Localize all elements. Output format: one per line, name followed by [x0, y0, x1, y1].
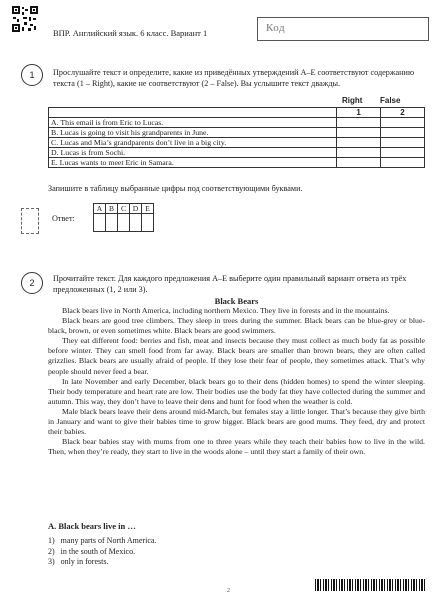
option-text: only in forests.: [60, 557, 109, 566]
answer-input-cell[interactable]: [118, 214, 130, 232]
answer-grid: [93, 203, 154, 232]
qr-code-icon: [12, 6, 38, 32]
answer-letters-row: [94, 204, 154, 214]
answer-letter: C: [118, 204, 130, 214]
header-title: ВПР. Английский язык. 6 класс. Вариант 1: [53, 28, 208, 38]
option-number: 3): [48, 557, 55, 566]
record-note: Запишите в таблицу выбранные цифры под соответствующими буквами.: [48, 184, 303, 193]
table-row: [49, 138, 425, 148]
statement-text: Lucas is from Sochi.: [60, 148, 126, 157]
statement-text: This email is from Eric to Lucas.: [60, 118, 164, 127]
right-checkbox-cell[interactable]: [337, 128, 381, 138]
column-right-number: 1: [337, 108, 381, 118]
false-checkbox-cell[interactable]: [381, 158, 425, 168]
option-number: 2): [48, 546, 55, 556]
answer-input-cell[interactable]: [106, 214, 118, 232]
barcode-icon: [315, 579, 427, 591]
answer-letter: A: [94, 204, 106, 214]
statement-cell: [49, 128, 337, 138]
false-checkbox-cell[interactable]: [381, 128, 425, 138]
right-checkbox-cell[interactable]: [337, 158, 381, 168]
right-checkbox-cell[interactable]: [337, 148, 381, 158]
table-row: [49, 118, 425, 128]
statement-text: Lucas and Mia’s grandparents don’t live in a big city.: [60, 138, 227, 147]
story-title: Black Bears: [214, 296, 259, 306]
story-text: [48, 306, 425, 457]
false-checkbox-cell[interactable]: [381, 148, 425, 158]
story-paragraph: Male black bears leave their dens around mid-March, but females stay a little longer. That’s because they give birth in January and want to give their babies time to grow bigger. Black bears are good mums. They feed, dry and protect their babies.: [48, 406, 425, 437]
right-checkbox-cell[interactable]: [337, 138, 381, 148]
option-text: in the south of Mexico.: [60, 546, 136, 556]
task-number-badge: 2: [21, 272, 43, 294]
option-item[interactable]: [48, 557, 156, 568]
statement-letter: C.: [51, 138, 59, 147]
statement-text: Lucas wants to meet Eric in Samara.: [59, 158, 174, 167]
story-paragraph: Black bears are good tree climbers. They sleep in trees during the summer. Black bears can be blue-grey or blue-black, brown, or even sometimes white. Black bears are good swimmers.: [48, 316, 425, 336]
answer-input-cell[interactable]: [94, 214, 106, 232]
task-number-badge: 1: [21, 64, 43, 86]
story-paragraph: Black bears live in North America, including northern Mexico. They live in forests and in the mountains.: [62, 306, 390, 315]
code-field[interactable]: [257, 17, 429, 41]
table-row: [49, 158, 425, 168]
option-item[interactable]: [48, 547, 156, 558]
story-paragraph: They eat different food: berries and fish, meat and insects because they must collect as much body fat as possible before winter. They can smell food from far away. Black bears are smaller than brown bears, they are often called grizzlies. Black bears are usually afraid of people. If they lose their fear of people, they sometimes attack. That’s why people should never feed a bear.: [48, 336, 425, 376]
story-paragraph: In late November and early December, black bears go to their dens (hidden homes) to spend the winter sleeping. Their body temperature and heart rate are low. Their bodies use the body fat they have collected during the summer and autumn. This way, they don’t have to leave their dens and hunt for food when the weather is cold.: [48, 376, 425, 406]
option-number: 1): [48, 536, 55, 545]
answer-label: Ответ:: [52, 214, 75, 223]
table-header-row: [49, 108, 425, 118]
answer-letter: D: [130, 204, 142, 214]
question-a: A. Black bears live in …: [48, 521, 136, 531]
table-row: [49, 148, 425, 158]
statement-letter: D.: [51, 148, 59, 157]
false-checkbox-cell[interactable]: [381, 118, 425, 128]
statement-cell: [49, 158, 337, 168]
statement-cell: [49, 148, 337, 158]
option-item[interactable]: [48, 536, 156, 547]
code-label: Код: [266, 22, 286, 34]
answer-input-cell[interactable]: [130, 214, 142, 232]
answer-input-row: [94, 214, 154, 232]
task2-instruction: Прочитайте текст. Для каждого предложения A–E выберите один правильный вариант ответа из трёх предложенных (1, 2 или 3).: [53, 274, 407, 294]
statement-cell: [49, 138, 337, 148]
statement-letter: B.: [51, 128, 59, 137]
statement-text: Lucas is going to visit his grandparents in June.: [60, 128, 209, 137]
answer-letter: B: [106, 204, 118, 214]
statement-cell: [49, 118, 337, 128]
table-row: [49, 128, 425, 138]
column-right-header: Right: [342, 96, 363, 105]
statement-letter: A.: [51, 118, 59, 127]
answer-input-cell[interactable]: [142, 214, 154, 232]
task1-instruction: Прослушайте текст и определите, какие из приведённых утверждений A–E соответствуют содержанию текста (1 – Right), какие не соответствуют (2 – False). Вы услышите текст дважды.: [53, 68, 415, 88]
statements-table: [48, 107, 425, 168]
column-false-header: False: [380, 96, 401, 105]
answer-letter: E: [142, 204, 154, 214]
statement-letter: E.: [51, 158, 58, 167]
option-text: many parts of North America.: [60, 536, 157, 545]
right-checkbox-cell[interactable]: [337, 118, 381, 128]
column-false-number: 2: [381, 108, 425, 118]
false-checkbox-cell[interactable]: [381, 138, 425, 148]
story-paragraph: Black bear babies stay with mums from one to three years while they teach their babies how to live in the wild. Then, when they’re ready, they start to live in the woods alone – until they start a family of their own.: [48, 437, 425, 457]
answer-options: [48, 536, 156, 568]
score-box: [21, 208, 39, 234]
page-number: 2: [227, 588, 230, 594]
